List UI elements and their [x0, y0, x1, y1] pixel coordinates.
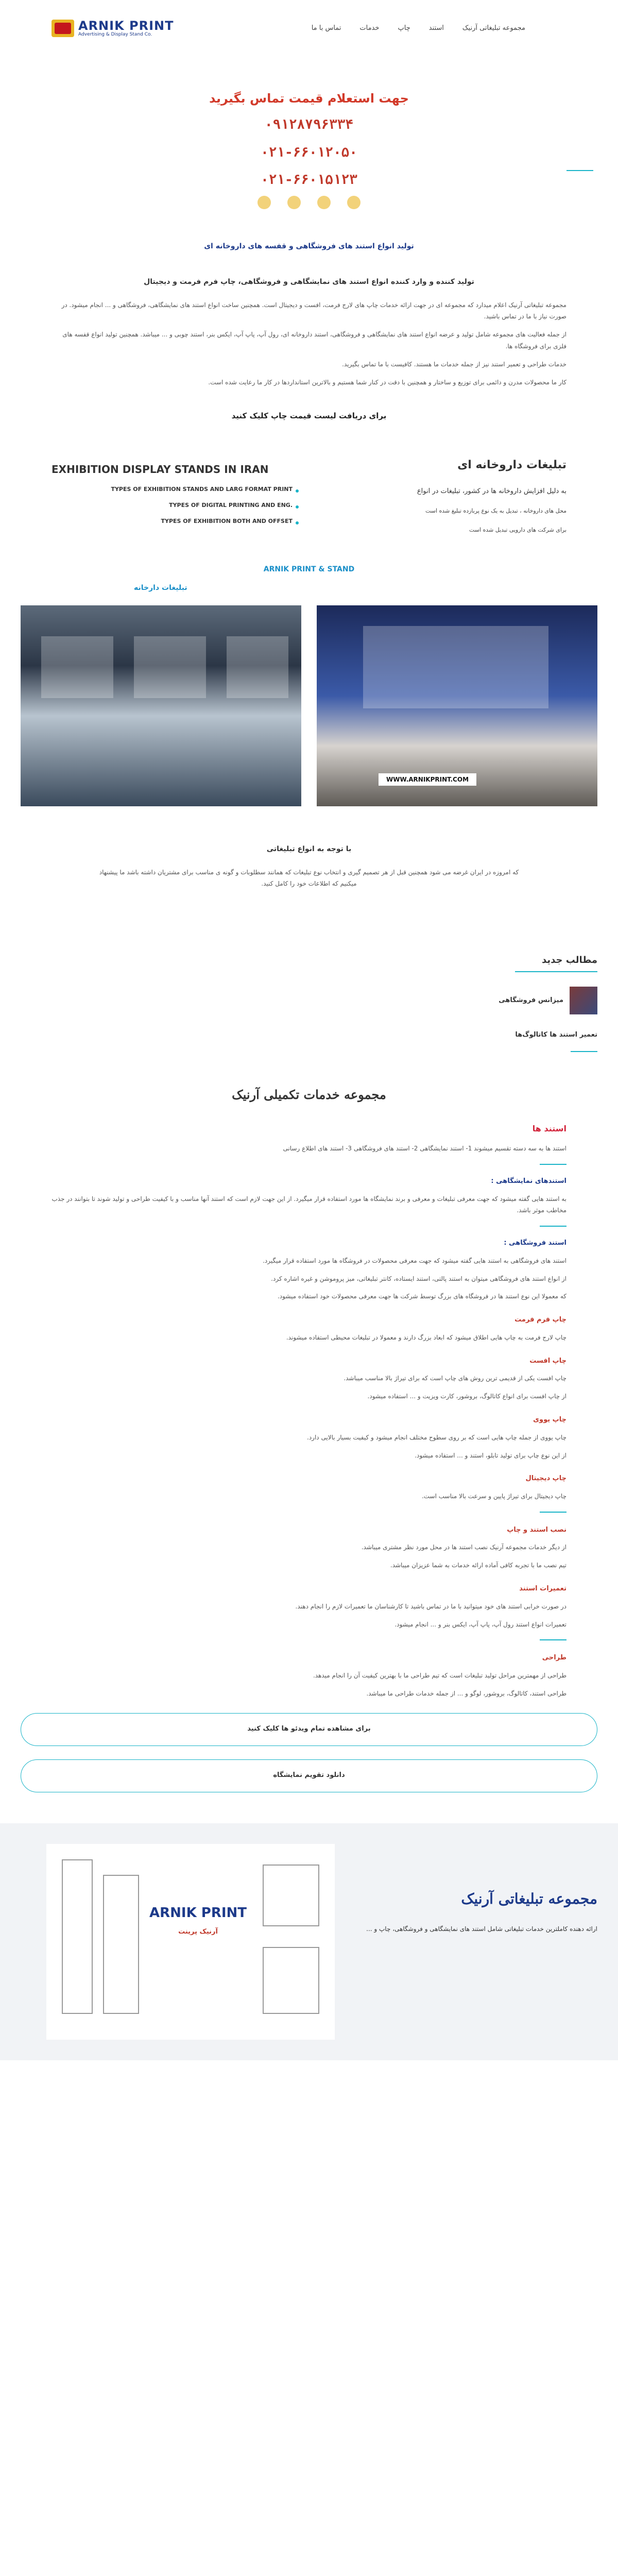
footer	[0, 1823, 618, 2060]
hero-box	[191, 72, 427, 226]
videos-button[interactable]: برای مشاهده تمام ویدئو ها کلیک کنید	[21, 1713, 597, 1746]
footer-image-logo-subtitle: آرنیک پرینت	[178, 1928, 218, 1936]
exhibition-block	[52, 449, 299, 624]
digital-heading: چاپ دیجیتال	[525, 1475, 566, 1483]
header	[0, 0, 618, 57]
repair-heading: تعمیرات استند	[519, 1585, 566, 1593]
intro-headline: تولید کننده و وارد کننده انواع استند های نمایشگاهی و فروشگاهی، چاپ فرم فرمت و دیجیتال	[144, 278, 474, 286]
news-title: مطالب جدید	[541, 955, 597, 966]
footer-description: ارائه دهنده کاملترین خدمات تبلیغاتی شامل استند های نمایشگاهی و فروشگاهی، چاپ و ...	[366, 1925, 597, 1933]
main-nav	[312, 22, 525, 35]
offset-heading: چاپ افست	[529, 1357, 566, 1365]
news-underline	[515, 971, 597, 972]
uv-paragraph: چاپ یووی از جمله چاپ هایی است که بر روی سطوح مختلف انجام میشود و کیفیت بسیار بالایی دارد.	[307, 1433, 566, 1441]
exhibition-item: TYPES OF EXHIBITION BOTH AND OFFSET	[52, 516, 299, 527]
hero-subtitle: تولید انواع استند های فروشگاهی و قفسه های داروخانه ای	[204, 242, 414, 250]
stand-graphic	[263, 1865, 319, 1926]
exhibition-item: TYPES OF DIGITAL PRINTING AND ENG.	[52, 500, 299, 511]
pharmacy-heading: تبلیغات دارخانه	[134, 584, 187, 592]
design-heading: طراحی	[542, 1654, 566, 1662]
logo-icon	[52, 20, 74, 37]
news-section	[0, 952, 618, 1052]
stand-graphic	[62, 1859, 93, 2014]
divider	[540, 1226, 566, 1227]
exhibition-title: EXHIBITION DISPLAY STANDS IN IRAN	[52, 463, 269, 476]
price-list-link[interactable]: برای دریافت لیست قیمت چاپ کلیک کنید	[231, 411, 387, 421]
intro-paragraph-4: کار ما محصولات مدرن و دائمی برای توزیع و ساختار و همچنین با دقت در کنار شما هستیم و بالاترین استانداردها در کار ما رعایت شده است.	[208, 378, 566, 386]
divider	[540, 1164, 566, 1165]
nav-item-services[interactable]: خدمات	[359, 24, 380, 32]
photo-row	[0, 605, 618, 806]
stands-paragraph: استند ها به سه دسته تقسیم میشوند 1- استند نمایشگاهی 2- استند های فروشگاهی 3- استند های اطلاع رسانی	[283, 1145, 566, 1153]
services-section	[0, 1121, 618, 1700]
exhibition-stands-heading: استندهای نمایشگاهی :	[491, 1177, 566, 1185]
stand-graphic	[103, 1875, 139, 2014]
nav-item-print[interactable]: چاپ	[398, 24, 410, 32]
nav-item-stand[interactable]: استند	[428, 24, 444, 32]
shop-paragraph: از انواع استند های فروشگاهی میتوان به استند پالتی، استند ایستاده، کانتر تبلیغاتی، میز پروموشن و غیره اشاره کرد.	[271, 1275, 566, 1282]
footer-product-image	[46, 1844, 335, 2040]
design-paragraph: طراحی استند، کاتالوگ، بروشور، لوگو و ... از جمله خدمات طراحی ما میباشد.	[366, 1689, 566, 1697]
pharmacy-title: تبلیغات داروخانه ای	[457, 458, 566, 471]
divider	[540, 1639, 566, 1640]
uv-heading: چاپ یووی	[533, 1416, 566, 1424]
typeset-headline: با توجه به انواع تبلیغاتی	[266, 845, 352, 854]
calendar-download-button[interactable]: دانلود تقویم نمایشگاه	[21, 1759, 597, 1792]
offset-paragraph: از چاپ افست برای انواع کاتالوگ، بروشور، کارت ویزیت و ... استفاده میشود.	[367, 1393, 566, 1400]
install-heading: نصب استند و چاپ	[507, 1526, 566, 1534]
site-logo[interactable]	[52, 19, 174, 38]
intro-paragraph-3: خدمات طراحی و تعمیر استند نیز از جمله خدمات ما هستند. کافیست با ما تماس بگیرید.	[342, 360, 566, 368]
pharmacy-subtitle: به دلیل افزایش داروخانه ها در کشور، تبلیغات در انواع	[417, 487, 566, 495]
features-row	[0, 449, 618, 624]
digital-paragraph: چاپ دیجیتال برای تیراژ پایین و سرعت بالا مناسب است.	[421, 1493, 566, 1500]
large-format-paragraph: چاپ لارج فرمت به چاپ هایی اطلاق میشود که ابعاد بزرگ دارند و معمولا در تبلیغات محیطی استفاده میشوند.	[286, 1333, 566, 1341]
install-paragraph: از دیگر خدمات مجموعه آرنیک نصب استند ها در محل مورد نظر مشتری میباشد.	[361, 1544, 566, 1551]
intro-paragraph-1: مجموعه تبلیغاتی آرنیک اعلام میدارد که مجموعه ای در جهت ارائه خدمات چاپ های لارج فرمت، افست و دیجیتال است. همچنین ساخت انواع استند های نمایشگاهی، فروشگاهی و ... انجام میشود. در صورت نیاز با ما در تماس باشید.	[61, 301, 566, 320]
shop-paragraph: استند های فروشگاهی به استند هایی گفته میشود که جهت معرفی محصولات در فروشگاه ها مورد استفاده قرار میگیرد.	[263, 1257, 566, 1264]
design-paragraph: طراحی از مهمترین مراحل تولید تبلیغات است که تیم طراحی ما با بهترین کیفیت آن را انجام میدهد.	[313, 1672, 566, 1680]
services-title: مجموعه خدمات تکمیلی آرنیک	[232, 1087, 386, 1103]
news-item[interactable]	[21, 987, 597, 1014]
exhibition-item: TYPES OF EXHIBITION STANDS AND LARG FORMAT PRINT	[52, 484, 299, 495]
divider	[571, 1051, 597, 1052]
stand-graphic	[263, 1947, 319, 2014]
pharmacy-photo	[21, 605, 301, 806]
stands-heading: استند ها	[532, 1123, 566, 1133]
offset-paragraph: چاپ افست یکی از قدیمی ترین روش های چاپ است که برای تیراژ بالا مناسب میباشد.	[344, 1375, 566, 1382]
hero-phone-2[interactable]: ۰۲۱-۶۶۰۱۲۰۵۰	[261, 144, 357, 160]
pharmacy-item: محل های داروخانه ، تبدیل به یک نوع پربازده تبلیغ شده است	[425, 507, 566, 515]
footer-image-logo	[149, 1901, 247, 1939]
exhibition-photo	[317, 605, 597, 806]
exhibition-stands-paragraph: به استند هایی گفته میشود که جهت معرفی تبلیغات و معرفی و برند نمایشگاه ها مورد استفاده قرار میگیرد. از این جهت لازم است که استند آنها مناسب و با کیفیت طراحی و تولید شوند تا بتوانند در جذب مخاطب موثر باشد.	[52, 1195, 566, 1214]
hero-title: جهت استعلام قیمت تماس بگیرید	[209, 91, 409, 106]
footer-text	[350, 1844, 597, 2040]
shop-paragraph: که معمولا این نوع استند ها در فروشگاه های بزرگ توسط شرکت ها جهت معرفی محصولات خود استفاده میشود.	[277, 1293, 566, 1300]
shop-stands-heading: استند فروشگاهی :	[504, 1239, 566, 1247]
large-format-heading: چاپ فرم فرمت	[514, 1316, 566, 1324]
divider	[540, 1512, 566, 1513]
footer-title: مجموعه تبلیغاتی آرنیک	[461, 1890, 597, 1907]
intro-section	[0, 275, 618, 423]
footer-image-logo-title: ARNIK PRINT	[149, 1905, 247, 1921]
pharmacy-block	[319, 449, 566, 624]
hero-phone-1[interactable]: ۰۹۱۲۸۷۹۶۳۳۴	[264, 117, 354, 133]
typeset-paragraph: که امروزه در ایران غرضه می شود همچنین قبل از هر تصمیم گیری و انتخاب نوع تبلیغات که همانند سطلوبات و گونه ی مناسب برای مشتریان داشته باشد ما پیشنهاد میکنیم که اطلاعات خود را کامل کنید.	[99, 868, 519, 888]
arnik-stand-heading: ARNIK PRINT & STAND	[263, 565, 355, 573]
typeset-section	[0, 842, 618, 890]
logo-title: ARNIK PRINT	[78, 18, 174, 33]
news-item-title: میزانس فروشگاهی	[499, 996, 563, 1005]
uv-paragraph: از این نوع چاپ برای تولید تابلو، استند و ... استفاده میشود.	[415, 1451, 566, 1459]
photo-watermark: WWW.ARNIKPRINT.COM	[379, 773, 476, 786]
repair-paragraph: در صورت خرابی استند های خود میتوانید با ما در تماس باشید تا کارشناسان ما تعمیرات لازم را انجام دهند.	[295, 1602, 566, 1610]
hero-banner	[0, 57, 618, 268]
intro-paragraph-2: از جمله فعالیت های مجموعه شامل تولید و عرضه انواع استند های نمایشگاهی و فروشگاهی، استند داروخانه ای، رول آپ، پاپ آپ، ایکس بنر، استند چوبی و ... میباشد. همچنین تولید انواع قفسه های فلزی برای فروشگاه ها.	[62, 331, 566, 350]
decorative-dots	[191, 196, 427, 209]
divider	[566, 170, 593, 171]
news-thumbnail	[570, 987, 597, 1014]
install-paragraph: تیم نصب ما با تجربه کافی آماده ارائه خدمات به شما عزیزان میباشد.	[390, 1562, 566, 1569]
logo-subtitle: Advertising & Display Stand Co.	[78, 32, 152, 38]
nav-item-contact[interactable]: تماس با ما	[311, 24, 341, 32]
news-item[interactable]	[21, 1029, 597, 1042]
nav-item-arnik[interactable]: مجموعه تبلیغاتی آرنیک	[462, 24, 525, 32]
pharmacy-item: برای شرکت های دارویی تبدیل شده است	[469, 527, 566, 534]
hero-phone-3[interactable]: ۰۲۱-۶۶۰۱۵۱۲۳	[261, 172, 357, 188]
news-item-title: تعمیر استند ها کاتالوگ‌ها	[515, 1031, 597, 1039]
repair-paragraph: تعمیرات انواع استند رول آپ، پاپ آپ، ایکس بنر و ... انجام میشود.	[394, 1620, 566, 1628]
